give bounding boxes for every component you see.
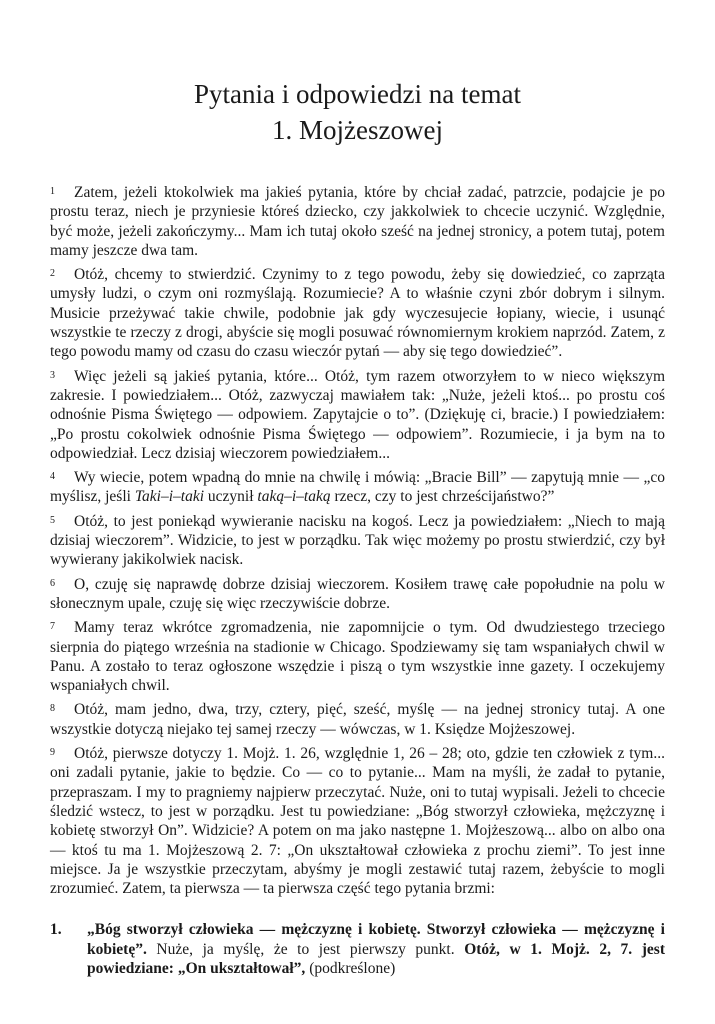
paragraph-text: O, czuję się naprawdę dobrze dzisiaj wieczorem. Kosiłem trawę całe popołudnie na polu w słonecznym upale, czuję się więc rzeczywiście dobrze. [50,575,665,612]
paragraph-number: 4 [50,471,55,483]
paragraph-text: Zatem, jeżeli ktokolwiek ma jakieś pytania, które by chciał zadać, patrzcie, podajcie je po prostu teraz, niech je przyniesie któreś dziecko, czy jakkolwiek to chcecie uczynić. Względnie, być może, jeżeli zakończymy... Mam ich tutaj około sześć na jednej stronicy, a potem tutaj, potem mamy jeszcze dwa tam. [50,184,665,259]
numbered-list-item [50,920,665,978]
paragraph-text: Otóż, to jest poniekąd wywieranie nacisku na kogoś. Lecz ja powiedziałem: „Niech to mają dzisiaj wieczorem”. Widzicie, to jest w porządku. Tak więc możemy po prostu stwierdzić, czy był wywierany jakikolwiek nacisk. [50,512,665,569]
paragraph-8 [50,699,665,739]
paragraph-text: Więc jeżeli są jakieś pytania, które... Otóż, tym razem otworzyłem to w nieco większym zakresie. I powiedziałem... Otóż, zazwyczaj mawiałem tak: „Nuże, jeżeli ktoś... po prostu coś odnośnie Pisma Świętego — odpowiem. Zapytajcie o to”. (Dziękuję ci, bracie.) I powiedziałem: „Po prostu cokolwiek odnośnie Pisma Świętego — odpowiem”. Rozumiecie, i ja bym na to odpowiedział. Lecz dzisiaj wieczorem powiedziałem... [50,367,665,462]
list-bold-text: „Bóg stworzył człowieka — mężczyznę i kobietę. Stworzył człowieka — mężczyznę i kobietę”. [87,921,665,958]
title-line-2: 1. Mojżeszowej [272,115,443,145]
paragraph-number: 3 [50,369,55,381]
paragraph-2 [50,264,665,361]
paragraph-text: Otóż, pierwsze dotyczy 1. Mojż. 1. 26, względnie 1, 26 – 28; oto, gdzie ten człowiek z tym... oni zadali pytanie, jakie to będzie. Co — co to pytanie... Mam na myśli, że zadał to pytanie, przepraszam. I my to pragniemy najpierw przeczytać. Nuże, oni to tutaj wypisali. Jeżeli to chcecie śledzić wstecz, to jest w porządku. Jest tu powiedziane: „Bóg stworzył człowieka, mężczyznę i kobietę stworzył On”. Widzicie? A potem on ma jako następne 1. Mojżeszową... albo on albo ona — ktoś tu ma 1. Mojżeszową 2. 7: „On ukształtował człowieka z prochu ziemi”. To jest inne miejsce. Ja je wszystkie przeczytam, abyśmy je mogli zestawić tutaj razem, żebyście to mogli zrozumieć. Zatem, ta pierwsza — ta pierwsza część tego pytania brzmi: [50,745,665,898]
paragraph-text: uczynił [204,488,258,506]
title-line-1: Pytania i odpowiedzi na temat [194,79,521,109]
paragraph-1 [50,182,665,260]
list-text: (podkreślone) [305,959,396,977]
paragraph-italic: Taki–i–taki [134,488,205,506]
list-item-number: 1. [50,921,62,939]
paragraph-number: 9 [50,747,55,759]
paragraph-number: 8 [50,703,55,715]
list-item-text [87,920,665,978]
paragraph-7 [50,617,665,695]
page-title [50,76,665,148]
paragraph-text: Otóż, mam jedno, dwa, trzy, cztery, pięć, sześć, myślę — na jednej stronicy tutaj. A one wszystkie dotyczą niejako tej samej rzeczy — wówczas, w 1. Księdze Mojżeszowej. [50,701,665,738]
paragraph-number: 7 [50,621,55,633]
paragraph-number: 2 [50,268,55,280]
paragraph-text: Mamy teraz wkrótce zgromadzenia, nie zapomnijcie o tym. Od dwudziestego trzeciego sierpnia do piątego września na stadionie w Chicago. Spodziewamy się tam wspaniałych chwil w Panu. A zostało to teraz ogłoszone wszędzie i piszą o tym wszystkie inne gazety. I oczekujemy wspaniałych chwil. [50,619,665,695]
paragraph-text: Otóż, chcemy to stwierdzić. Czynimy to z tego powodu, żeby się dowiedzieć, co zaprząta umysły ludzi, o czym oni rozmyślają. Rozumiecie? A to właśnie czyni zbór dobrym i silnym. Musicie przeżywać takie chwile, podobnie jak gdy wyczesujecie łopiany, wiecie, i usunąć wszystkie te rzeczy z drogi, abyście się mogli posuwać równomiernym krokiem naprzód. Zatem, z tego powodu mamy od czasu do czasu wieczór pytań — aby się tego dowiedzieć”. [50,266,665,361]
paragraph-3 [50,366,665,463]
list-bold-text: Otóż, w 1. Mojż. 2, 7. jest powiedziane: „On ukształtował”, [87,940,666,977]
paragraph-number: 6 [50,577,55,589]
paragraph-number: 5 [50,514,55,526]
paragraph-text: rzecz, czy to jest chrześcijaństwo?” [330,488,555,506]
paragraph-6 [50,574,665,614]
list-text: Nuże, ja myślę, że to jest pierwszy punkt. [146,940,465,958]
paragraph-number: 1 [50,186,55,197]
paragraph-9 [50,743,665,898]
paragraph-italic: taką–i–taką [257,488,331,506]
paragraph-4 [50,467,665,507]
document-page [50,76,665,978]
paragraph-5 [50,511,665,570]
paragraph-text: Wy wiecie, potem wpadną do mnie na chwilę i mówią: „Bracie Bill” — zapytują mnie — „co myślisz, jeśli [50,469,665,506]
